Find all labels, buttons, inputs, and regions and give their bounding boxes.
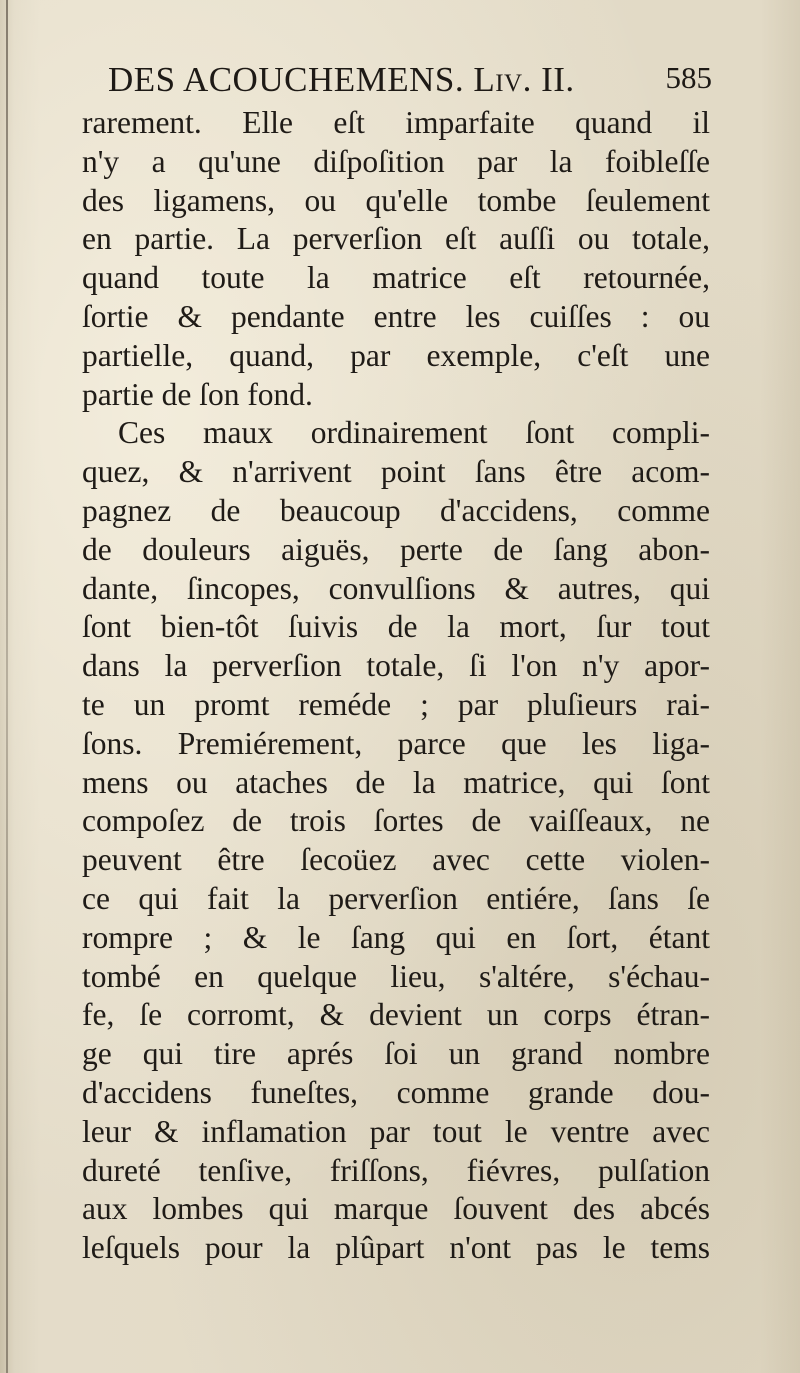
text-line: mens ou ataches de la matrice, qui ſont [82,764,710,800]
text-line: leſquels pour la plûpart n'ont pas le tems [82,1230,710,1266]
text-line: quez, & n'arrivent point ſans être acom- [82,454,710,490]
running-header [108,60,712,110]
running-title: DES ACOUCHEMENS. Liv. II. [108,60,575,99]
page-gutter-edge [6,0,8,1373]
text-line: Ces maux ordinairement ſont compli- [118,415,710,451]
text-line: ſons. Premiérement, parce que les liga- [82,725,710,761]
text-line: de douleurs aiguës, perte de ſang abon- [82,531,710,567]
text-line: peuvent être ſecoüez avec cette violen- [82,842,710,878]
page-number: 585 [665,60,712,95]
text-line: fe, ſe corromt, & devient un corps étran- [82,997,710,1033]
text-line: rompre ; & le ſang qui en ſort, étant [82,919,710,955]
text-line: compoſez de trois ſortes de vaiſſeaux, ne [82,803,710,839]
text-line: ge qui tire aprés ſoi un grand nombre [82,1036,710,1072]
text-line: ſortie & pendante entre les cuiſſes : ou [82,298,710,334]
text-line: des ligamens, ou qu'elle tombe ſeulement [82,182,710,218]
text-line: dante, ſincopes, convulſions & autres, qui [82,570,710,606]
text-line: pagnez de beaucoup d'accidens, comme [82,492,710,528]
text-line: d'accidens funeſtes, comme grande dou- [82,1074,710,1110]
text-line: ce qui fait la perverſion entiére, ſans ſe [82,880,710,916]
text-line: partielle, quand, par exemple, c'eſt une [82,337,710,373]
text-line: leur & inflamation par tout le ventre avec [82,1113,710,1149]
text-line: ſont bien-tôt ſuivis de la mort, ſur tout [82,609,710,645]
text-line: partie de ſon fond. [82,376,313,412]
text-line: quand toute la matrice eſt retournée, [82,260,710,296]
text-line: n'y a qu'une diſpoſition par la foibleſſe [82,143,710,179]
text-line: te un promt reméde ; par pluſieurs rai- [82,686,710,722]
text-line: tombé en quelque lieu, s'altére, s'échau- [82,958,710,994]
body-text [82,104,710,1268]
text-line: rarement. Elle eſt imparfaite quand il [82,105,710,140]
text-line: dans la perverſion totale, ſi l'on n'y apor- [82,648,710,684]
text-line: en partie. La perverſion eſt auſſi ou totale, [82,221,710,257]
text-line: aux lombes qui marque ſouvent des abcés [82,1191,710,1227]
text-line: dureté tenſive, friſſons, fiévres, pulſation [82,1152,710,1188]
